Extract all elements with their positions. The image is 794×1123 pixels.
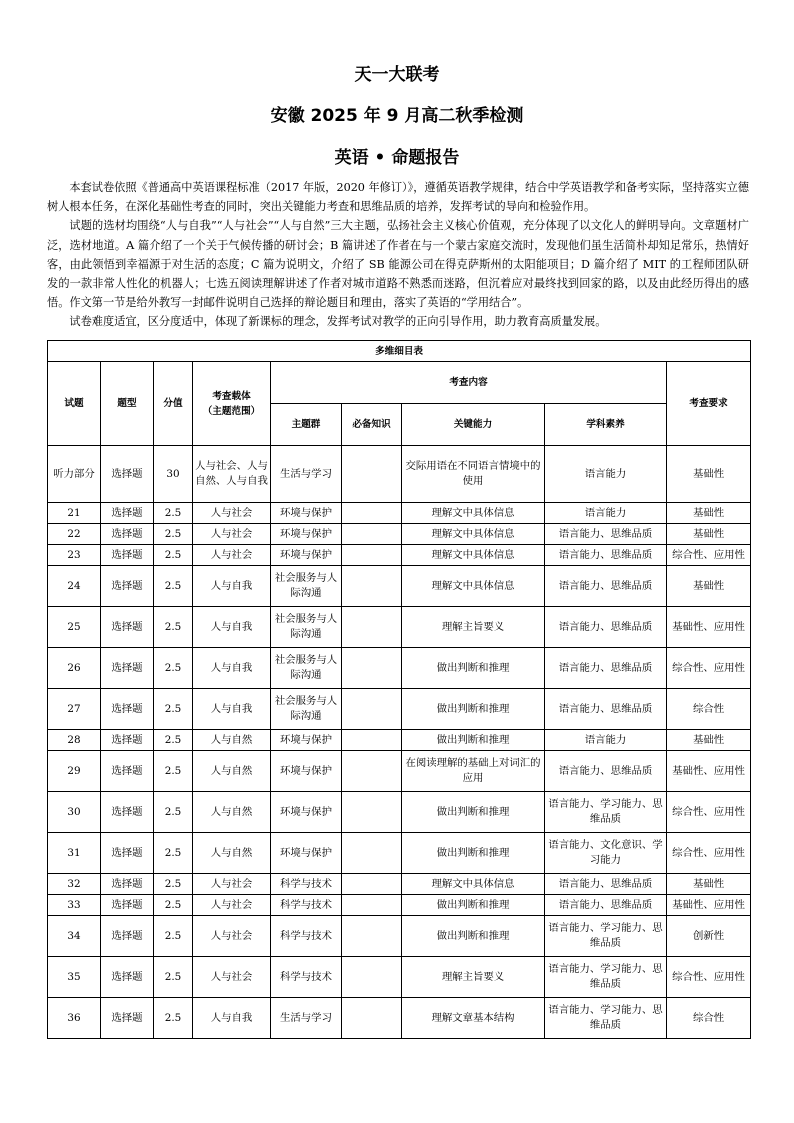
table-row (48, 730, 751, 751)
spec-table (47, 340, 751, 1039)
cell-knowledge (342, 446, 402, 503)
intro-paragraph-2: 试题的选材均围绕“人与自我”“人与社会”“人与自然”三大主题，弘扬社会主义核心价值观，充分体现了以文化人的鲜明导向。文章题材广泛，选材地道。A 篇介绍了一个关于气候传播的研讨会；B 篇讲述了作者在与一个蒙古家庭交流时，发现他们虽生活简朴却知足常乐，热情好客，由此领悟到幸福源于对生活的态度；C 篇为说明文，介绍了 SB 能源公司在得克萨斯州的太阳能项目；D 篇介绍了 MIT 的工程师团队研发的一款非常人性化的机器人；七选五阅读理解讲述了作者对城市道路不熟悉而迷路，但沉着应对最终找到回家的路，以及由此经历得出的感悟。作文第一节是给外教写一封邮件说明自己选择的辩论题目和理由，落实了英语的“学用结合”。 (47, 219, 749, 310)
cell-knowledge (342, 957, 402, 998)
cell-knowledge (342, 833, 402, 874)
cell-theme: 环境与保护 (271, 792, 342, 833)
cell-item: 25 (48, 607, 101, 648)
cell-ability: 交际用语在不同语言情境中的使用 (402, 446, 545, 503)
cell-theme: 环境与保护 (271, 545, 342, 566)
cell-type: 选择题 (101, 751, 154, 792)
cell-knowledge (342, 916, 402, 957)
cell-type: 选择题 (101, 607, 154, 648)
cell-theme: 科学与技术 (271, 895, 342, 916)
cell-literacy: 语言能力 (545, 730, 667, 751)
header-literacy: 学科素养 (545, 404, 667, 446)
cell-ability: 理解主旨要义 (402, 957, 545, 998)
cell-knowledge (342, 895, 402, 916)
cell-knowledge (342, 751, 402, 792)
table-row (48, 648, 751, 689)
cell-literacy: 语言能力、学习能力、思维品质 (545, 998, 667, 1039)
cell-type: 选择题 (101, 998, 154, 1039)
header-theme: 主题群 (271, 404, 342, 446)
cell-item: 30 (48, 792, 101, 833)
cell-theme: 生活与学习 (271, 446, 342, 503)
cell-theme: 环境与保护 (271, 524, 342, 545)
cell-carrier: 人与社会 (193, 524, 271, 545)
cell-theme: 环境与保护 (271, 730, 342, 751)
spec-table-body (48, 446, 751, 1039)
cell-item: 26 (48, 648, 101, 689)
cell-carrier: 人与社会 (193, 874, 271, 895)
header-content: 考查内容 (271, 362, 667, 404)
cell-ability: 做出判断和推理 (402, 833, 545, 874)
cell-literacy: 语言能力、思维品质 (545, 524, 667, 545)
cell-theme: 环境与保护 (271, 833, 342, 874)
header-item: 试题 (48, 362, 101, 446)
cell-type: 选择题 (101, 446, 154, 503)
cell-type: 选择题 (101, 957, 154, 998)
header-score: 分值 (154, 362, 193, 446)
cell-item: 29 (48, 751, 101, 792)
table-row (48, 607, 751, 648)
cell-ability: 理解文章基本结构 (402, 998, 545, 1039)
cell-score: 2.5 (154, 833, 193, 874)
cell-item: 28 (48, 730, 101, 751)
cell-requirement: 综合性 (667, 998, 751, 1039)
cell-theme: 科学与技术 (271, 916, 342, 957)
cell-carrier: 人与自然 (193, 730, 271, 751)
cell-item: 34 (48, 916, 101, 957)
table-row (48, 524, 751, 545)
cell-item: 听力部分 (48, 446, 101, 503)
table-row (48, 503, 751, 524)
cell-item: 23 (48, 545, 101, 566)
cell-knowledge (342, 607, 402, 648)
cell-ability: 理解文中具体信息 (402, 874, 545, 895)
cell-item: 27 (48, 689, 101, 730)
table-row (48, 895, 751, 916)
cell-item: 31 (48, 833, 101, 874)
cell-ability: 理解文中具体信息 (402, 566, 545, 607)
cell-theme: 科学与技术 (271, 957, 342, 998)
cell-knowledge (342, 998, 402, 1039)
cell-theme: 生活与学习 (271, 998, 342, 1039)
cell-type: 选择题 (101, 648, 154, 689)
cell-score: 2.5 (154, 545, 193, 566)
cell-carrier: 人与社会、人与自然、人与自我 (193, 446, 271, 503)
cell-literacy: 语言能力 (545, 503, 667, 524)
cell-carrier: 人与自然 (193, 792, 271, 833)
cell-literacy: 语言能力 (545, 446, 667, 503)
table-row (48, 566, 751, 607)
cell-item: 32 (48, 874, 101, 895)
cell-score: 2.5 (154, 730, 193, 751)
table-row (48, 916, 751, 957)
table-row (48, 874, 751, 895)
cell-requirement: 综合性、应用性 (667, 545, 751, 566)
cell-item: 22 (48, 524, 101, 545)
header-carrier-line2: （主题范围） (202, 405, 261, 417)
exam-organizer-title: 天一大联考 (354, 65, 440, 85)
cell-carrier: 人与自然 (193, 833, 271, 874)
cell-literacy: 语言能力、学习能力、思维品质 (545, 916, 667, 957)
cell-score: 2.5 (154, 689, 193, 730)
cell-requirement: 基础性、应用性 (667, 895, 751, 916)
cell-literacy: 语言能力、思维品质 (545, 648, 667, 689)
cell-ability: 理解文中具体信息 (402, 545, 545, 566)
cell-requirement: 基础性 (667, 503, 751, 524)
cell-ability: 在阅读理解的基础上对词汇的应用 (402, 751, 545, 792)
cell-carrier: 人与社会 (193, 957, 271, 998)
table-row (48, 446, 751, 503)
header-carrier (193, 362, 271, 446)
cell-type: 选择题 (101, 874, 154, 895)
cell-requirement: 基础性、应用性 (667, 751, 751, 792)
cell-knowledge (342, 648, 402, 689)
cell-ability: 做出判断和推理 (402, 895, 545, 916)
cell-knowledge (342, 503, 402, 524)
cell-literacy: 语言能力、学习能力、思维品质 (545, 792, 667, 833)
cell-knowledge (342, 545, 402, 566)
cell-theme: 社会服务与人际沟通 (271, 566, 342, 607)
cell-ability: 做出判断和推理 (402, 648, 545, 689)
cell-carrier: 人与自我 (193, 607, 271, 648)
cell-knowledge (342, 689, 402, 730)
cell-score: 2.5 (154, 566, 193, 607)
cell-requirement: 综合性、应用性 (667, 792, 751, 833)
cell-ability: 做出判断和推理 (402, 689, 545, 730)
cell-theme: 环境与保护 (271, 503, 342, 524)
cell-requirement: 基础性、应用性 (667, 607, 751, 648)
cell-score: 2.5 (154, 648, 193, 689)
cell-ability: 理解文中具体信息 (402, 524, 545, 545)
cell-carrier: 人与自然 (193, 751, 271, 792)
header-knowledge: 必备知识 (342, 404, 402, 446)
cell-item: 21 (48, 503, 101, 524)
cell-theme: 社会服务与人际沟通 (271, 648, 342, 689)
header-requirement: 考查要求 (667, 362, 751, 446)
cell-score: 2.5 (154, 792, 193, 833)
cell-type: 选择题 (101, 792, 154, 833)
cell-score: 2.5 (154, 998, 193, 1039)
table-row (48, 792, 751, 833)
cell-carrier: 人与自我 (193, 689, 271, 730)
cell-score: 2.5 (154, 524, 193, 545)
cell-literacy: 语言能力、思维品质 (545, 607, 667, 648)
cell-literacy: 语言能力、学习能力、思维品质 (545, 957, 667, 998)
table-row (48, 998, 751, 1039)
cell-requirement: 创新性 (667, 916, 751, 957)
cell-ability: 做出判断和推理 (402, 730, 545, 751)
header-ability: 关键能力 (402, 404, 545, 446)
cell-knowledge (342, 524, 402, 545)
cell-requirement: 基础性 (667, 524, 751, 545)
cell-score: 30 (154, 446, 193, 503)
table-title: 多维细目表 (48, 341, 751, 362)
cell-requirement: 综合性、应用性 (667, 833, 751, 874)
report-title: 英语 • 命题报告 (334, 148, 460, 168)
cell-theme: 社会服务与人际沟通 (271, 689, 342, 730)
cell-ability: 理解主旨要义 (402, 607, 545, 648)
table-row (48, 833, 751, 874)
table-row (48, 689, 751, 730)
cell-item: 24 (48, 566, 101, 607)
intro-paragraph-1: 本套试卷依照《普通高中英语课程标准（2017 年版，2020 年修订）》，遵循英语教学规律，结合中学英语教学和备考实际，坚持落实立德树人根本任务，在深化基础性考查的同时，突出关键能力考查和思维品质的培养，发挥考试的导向和检验作用。 (47, 181, 749, 214)
cell-literacy: 语言能力、思维品质 (545, 751, 667, 792)
table-row (48, 751, 751, 792)
cell-type: 选择题 (101, 566, 154, 607)
cell-knowledge (342, 730, 402, 751)
cell-score: 2.5 (154, 957, 193, 998)
cell-requirement: 综合性 (667, 689, 751, 730)
cell-score: 2.5 (154, 751, 193, 792)
cell-literacy: 语言能力、思维品质 (545, 545, 667, 566)
cell-carrier: 人与自我 (193, 566, 271, 607)
cell-literacy: 语言能力、思维品质 (545, 689, 667, 730)
table-row (48, 957, 751, 998)
cell-knowledge (342, 566, 402, 607)
exam-name-title: 安徽 2025 年 9 月高二秋季检测 (270, 106, 524, 126)
header-carrier-line1: 考查载体 (212, 390, 251, 402)
cell-ability: 做出判断和推理 (402, 916, 545, 957)
cell-score: 2.5 (154, 503, 193, 524)
intro-section (47, 178, 749, 332)
cell-carrier: 人与社会 (193, 895, 271, 916)
cell-type: 选择题 (101, 833, 154, 874)
cell-carrier: 人与自我 (193, 998, 271, 1039)
cell-type: 选择题 (101, 895, 154, 916)
cell-item: 35 (48, 957, 101, 998)
cell-type: 选择题 (101, 689, 154, 730)
cell-ability: 理解文中具体信息 (402, 503, 545, 524)
cell-theme: 环境与保护 (271, 751, 342, 792)
cell-knowledge (342, 792, 402, 833)
intro-paragraph-3: 试卷难度适宜，区分度适中，体现了新课标的理念，发挥考试对教学的正向引导作用，助力教育高质量发展。 (69, 315, 607, 329)
cell-requirement: 基础性 (667, 446, 751, 503)
cell-item: 33 (48, 895, 101, 916)
cell-literacy: 语言能力、思维品质 (545, 566, 667, 607)
cell-requirement: 综合性、应用性 (667, 957, 751, 998)
cell-type: 选择题 (101, 503, 154, 524)
cell-item: 36 (48, 998, 101, 1039)
header-type: 题型 (101, 362, 154, 446)
cell-ability: 做出判断和推理 (402, 792, 545, 833)
cell-requirement: 综合性、应用性 (667, 648, 751, 689)
cell-literacy: 语言能力、思维品质 (545, 874, 667, 895)
cell-requirement: 基础性 (667, 730, 751, 751)
cell-type: 选择题 (101, 545, 154, 566)
cell-theme: 科学与技术 (271, 874, 342, 895)
cell-knowledge (342, 874, 402, 895)
cell-score: 2.5 (154, 874, 193, 895)
table-row (48, 545, 751, 566)
cell-requirement: 基础性 (667, 566, 751, 607)
cell-score: 2.5 (154, 916, 193, 957)
cell-carrier: 人与社会 (193, 503, 271, 524)
cell-score: 2.5 (154, 607, 193, 648)
cell-carrier: 人与自我 (193, 648, 271, 689)
cell-theme: 社会服务与人际沟通 (271, 607, 342, 648)
cell-literacy: 语言能力、思维品质 (545, 895, 667, 916)
cell-requirement: 基础性 (667, 874, 751, 895)
cell-score: 2.5 (154, 895, 193, 916)
cell-type: 选择题 (101, 524, 154, 545)
cell-type: 选择题 (101, 730, 154, 751)
cell-carrier: 人与社会 (193, 916, 271, 957)
cell-type: 选择题 (101, 916, 154, 957)
cell-carrier: 人与社会 (193, 545, 271, 566)
cell-literacy: 语言能力、文化意识、学习能力 (545, 833, 667, 874)
